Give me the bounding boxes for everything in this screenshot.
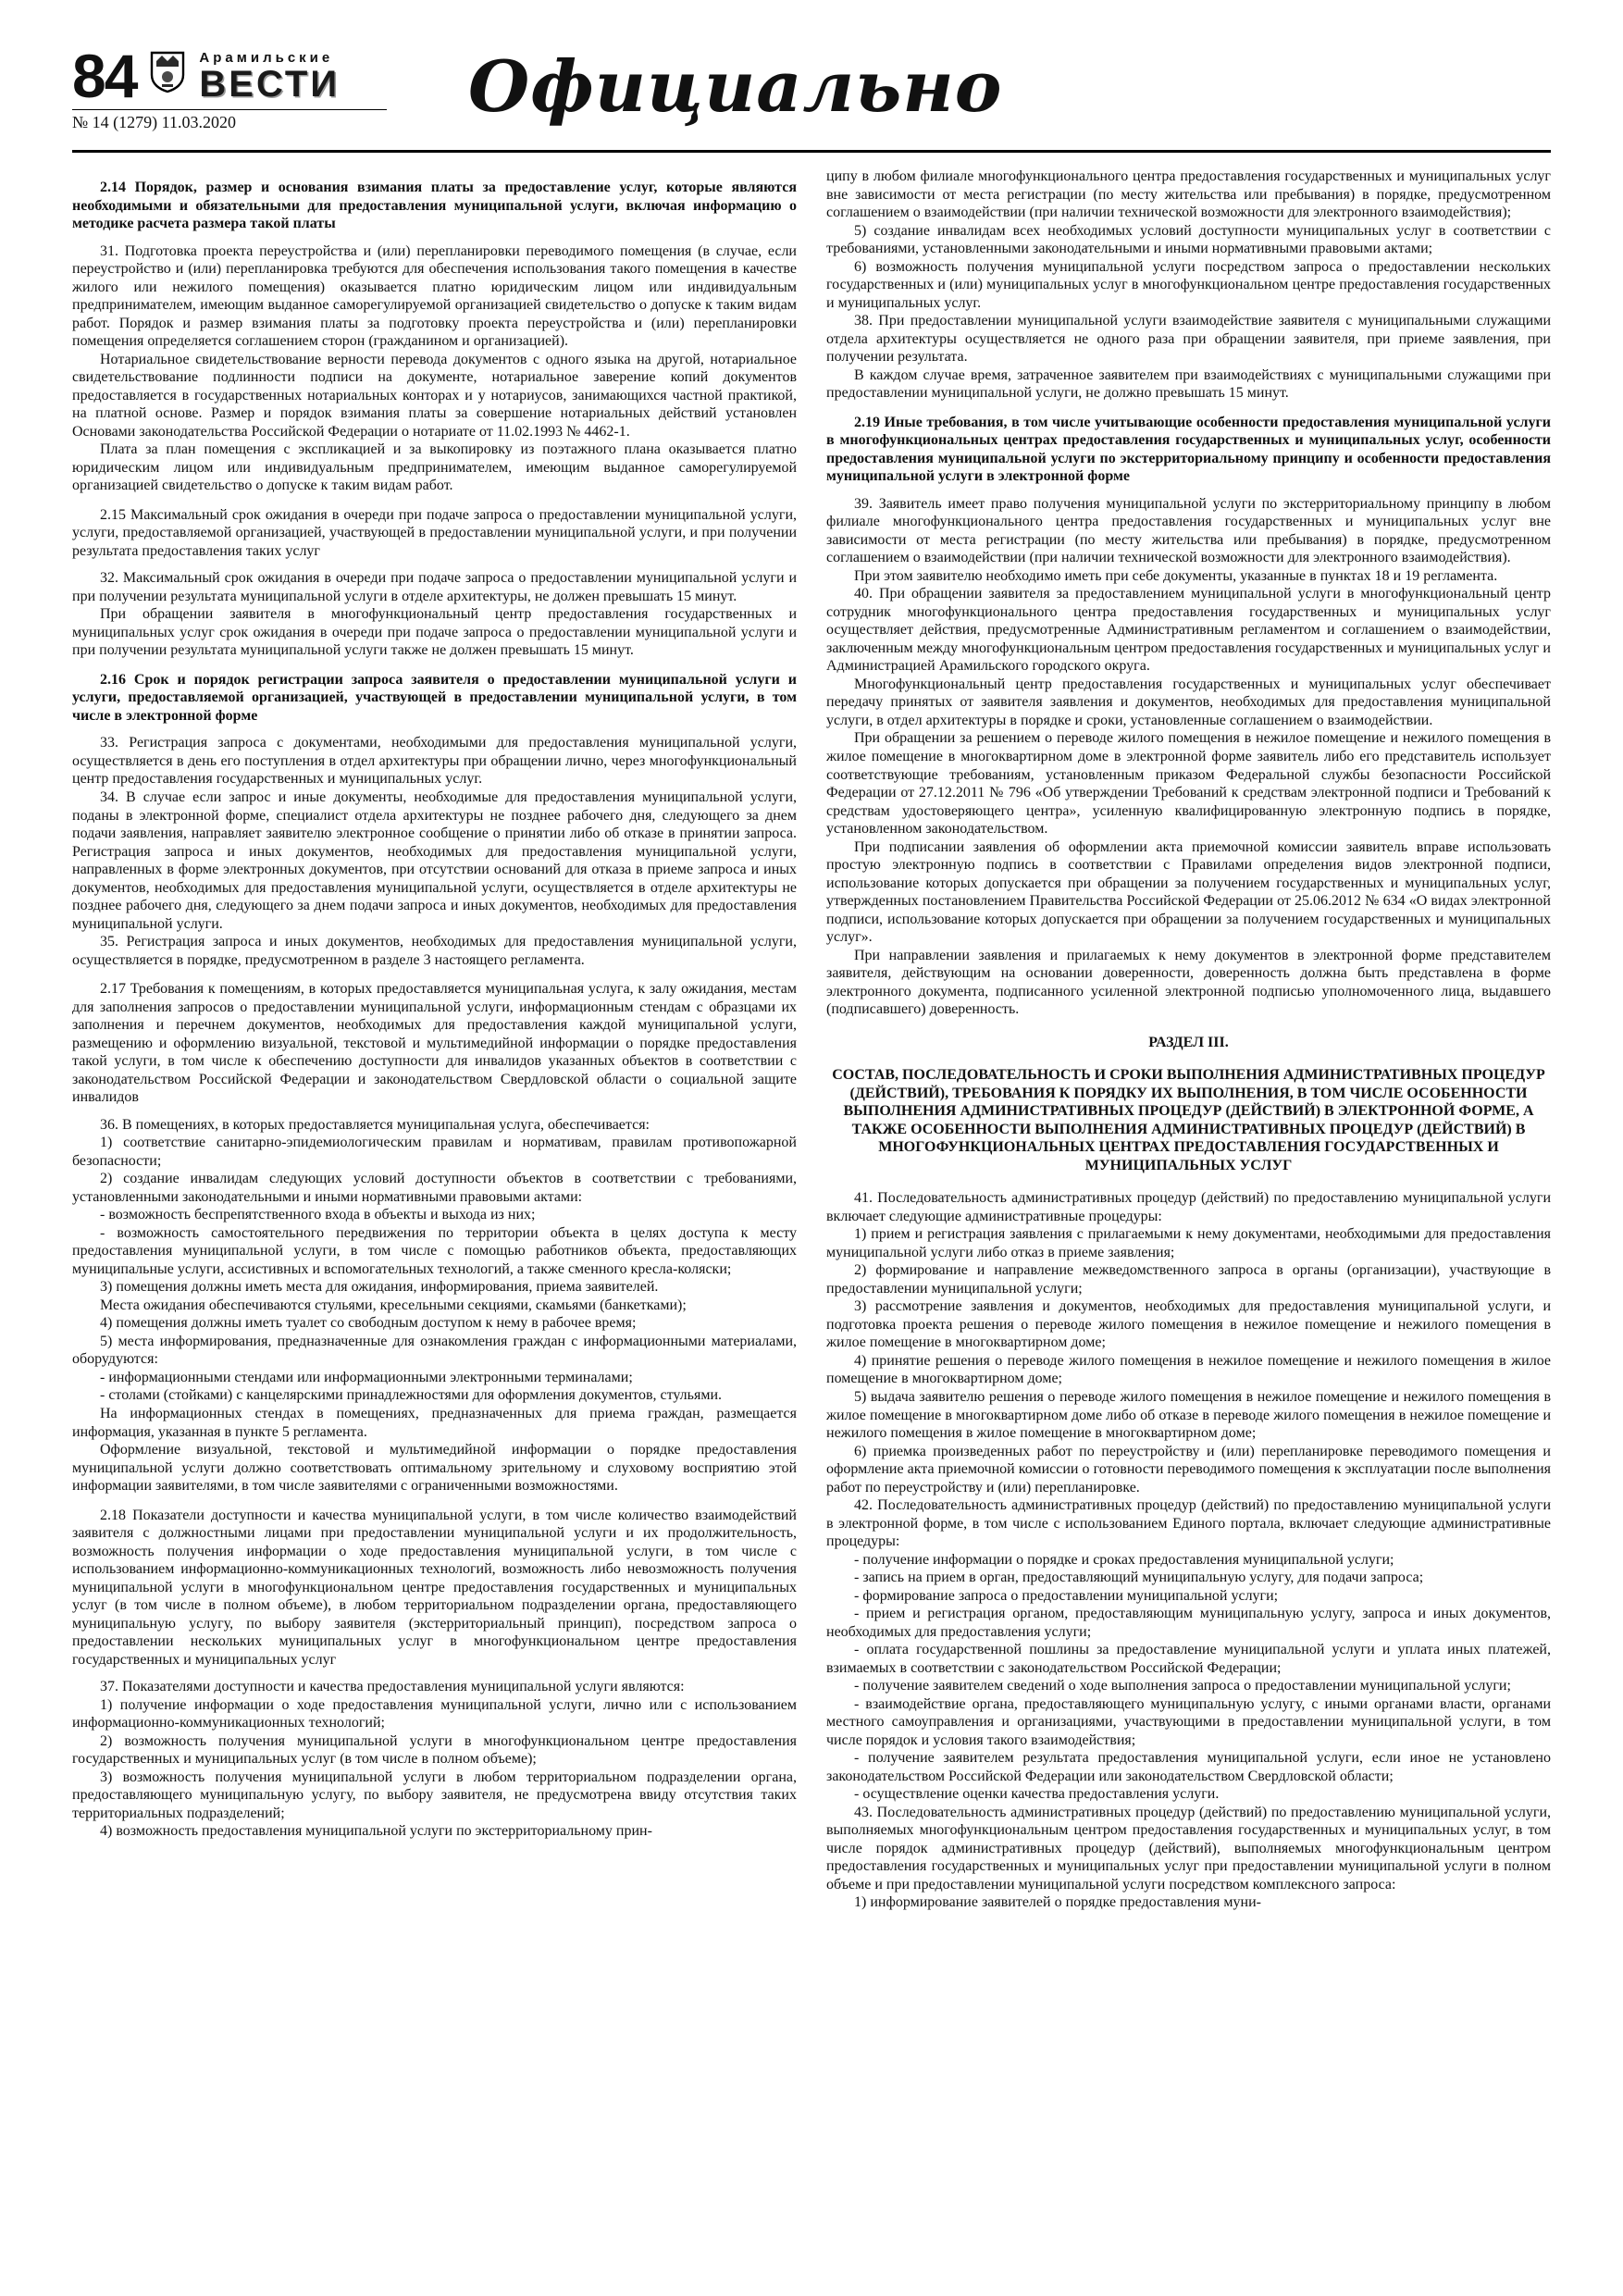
paragraph: 42. Последовательность административных процедур (действий) по предоставлению муниципальной услуги в электронной форме, в том числе с использованием Единого портала, включает следующие административные процедуры: xyxy=(826,1497,1551,1550)
section-heading: 2.18 Показатели доступности и качества муниципальной услуги, в том числе количество взаимодействий заявителя с должностными лицами при предоставлении муниципальной услуги и их продолжительность, возможность получения информации о ходе предоставления муниципальной услуги, в том числе с использованием информационно-коммуникационных технологий, возможность либо невозможность получения муниципальной услуги в многофункциональном центре предоставления государственных и муниципальных услуг (в том числе в полном объеме), в любом территориальном подразделении органа, предоставляющего муниципальную услугу, по выбору заявителя (экстерриториальный принцип), посредством запроса о предоставлении нескольких муниципальных услуг в многофункциональном центре предоставления государственных и муниципальных услуг xyxy=(72,1507,797,1668)
paragraph: - получение заявителем результата предоставления муниципальной услуги, если иное не установлено законодательством Российской Федерации или законодательством Свердловской области; xyxy=(826,1750,1551,1784)
article-body xyxy=(72,168,1551,1912)
paragraph: 4) принятие решения о переводе жилого помещения в нежилое помещение и нежилого помещения в жилое помещение в многоквартирном доме; xyxy=(826,1352,1551,1387)
newspaper-logo xyxy=(199,50,340,103)
masthead-left xyxy=(72,42,405,132)
paragraph: 3) возможность получения муниципальной услуги в любом территориальном подразделении органа, предоставляющего муниципальную услугу, по выбору заявителя, не предусмотрена ввиду отсутствия таких территориальных подразделений; xyxy=(72,1769,797,1821)
paragraph: 33. Регистрация запроса с документами, необходимыми для предоставления муниципальной услуги, осуществляется в день его поступления в отдел архитектуры при обращении лично, через многофункциональный центр предоставления государственных и муниципальных услуг. xyxy=(72,735,797,788)
page-number: 84 xyxy=(72,42,137,110)
paragraph: 6) приемка произведенных работ по переустройству и (или) перепланировке переводимого помещения и оформление акта приемочной комиссии о готовности переводимого помещения к эксплуатации после выполнения работ по переустройству и (или) перепланировке. xyxy=(826,1443,1551,1496)
paragraph: 5) места информирования, предназначенные для ознакомления граждан с информационными материалами, оборудуются: xyxy=(72,1333,797,1368)
paragraph: 4) возможность предоставления муниципальной услуги по экстерриториальному прин- xyxy=(100,1823,652,1840)
paragraph: 1) информирование заявителей о порядке предоставления муни- xyxy=(854,1894,1261,1911)
paragraph: 6) возможность получения муниципальной услуги посредством запроса о предоставлении нескольких государственных и (или) муниципальных услуг в многофункциональном центре предоставления государственных и муниципальных услуг. xyxy=(826,258,1551,311)
paragraph: 1) получение информации о ходе предоставления муниципальной услуги, лично или с использованием информационно-коммуникационных технологий; xyxy=(72,1696,797,1731)
paragraph: - возможность самостоятельного передвижения по территории объекта в целях доступа к месту предоставления муниципальной услуги, в том числе с помощью работников объекта, предоставляющих муниципальные услуги, ассистивных и вспомогательных технологий, а также сменного кресла-коляски; xyxy=(72,1224,797,1277)
header-divider xyxy=(72,150,1551,153)
paragraph: Нотариальное свидетельствование верности перевода документов с одного языка на другой, нотариальное свидетельствование подлинности подписи на документе, нотариальное заверение копий документов предоставляется в государственных нотариальных конторах и у нотариусов, занимающихся частной практикой, на платной основе. Размер и порядок взимания платы за совершение нотариальных действий установлен Основами законодательства Российской Федерации о нотариате от 11.02.1993 № 4462-1. xyxy=(72,351,797,440)
paragraph: 38. При предоставлении муниципальной услуги взаимодействие заявителя с муниципальными служащими отдела архитектуры осуществляется не одного раза при обращении заявителя, при приеме заявления, при получении результата. xyxy=(826,313,1551,366)
paragraph: - возможность беспрепятственного входа в объекты и выхода из них; xyxy=(100,1207,536,1223)
paragraph: Оформление визуальной, текстовой и мультимедийной информации о порядке предоставления муниципальной услуги должно соответствовать оптимальному зрительному и слуховому восприятию этой информации заявителями, в том числе заявителями с ограниченными возможностями. xyxy=(72,1442,797,1495)
paragraph: - информационными стендами или информационными электронными терминалами; xyxy=(100,1369,633,1385)
column-right xyxy=(826,168,1551,1912)
newspaper-name: ВЕСТИ xyxy=(199,64,341,105)
section-heading: 2.16 Срок и порядок регистрации запроса заявителя о предоставлении муниципальной услуги и услуги, предоставляемой организацией, участвующей в предоставлении муниципальной услуги, в том числе в электронной форме xyxy=(72,671,797,724)
section-heading: 2.19 Иные требования, в том числе учитывающие особенности предоставления муниципальной услуги в многофункциональных центрах предоставления государственных и муниципальных услуг, особенности предоставления муниципальной услуги по экстерриториальному принципу и особенности предоставления муниципальной услуги в электронной форме xyxy=(826,414,1551,485)
paragraph: При направлении заявления и прилагаемых к нему документов в электронной форме представителем заявителя, действующим на основании доверенности, доверенность должна быть представлена в форме электронного документа, подписанного усиленной электронной подписью уполномоченного лица, выдавшего (подписавшего) доверенность. xyxy=(826,947,1551,1018)
paragraph: 31. Подготовка проекта переустройства и (или) перепланировки переводимого помещения (в случае, если переустройство и (или) перепланировка требуются для обеспечения использования такого помещения в качестве жилого или нежилого помещения) оказывается платно юридическим лицом или индивидуальным предпринимателем, имеющим выданное саморегулируемой организацией свидетельство о допуске к таким видам работ. Порядок и размер взимания платы за подготовку проекта переустройства и (или) перепланировки помещения определяется соглашением сторон (гражданином и организацией). xyxy=(72,242,797,350)
paragraph: 37. Показателями доступности и качества предоставления муниципальной услуги являются: xyxy=(100,1679,685,1695)
newspaper-subtitle: Арамильские xyxy=(199,50,334,66)
paragraph: - взаимодействие органа, предоставляющего муниципальную услугу, с иными органами власти, органами местного самоуправления и организациями, участвующими в предоставлении муниципальной услуги, в том числе порядок и условия такого взаимодействия; xyxy=(826,1695,1551,1748)
paragraph: 34. В случае если запрос и иные документы, необходимые для предоставления муниципальной услуги, поданы в электронной форме, специалист отдела архитектуры не позднее рабочего дня, следующего за днем подачи заявления, направляет заявителю электронное сообщение о принятии либо об отказе в принятии запроса. Регистрация запроса и иных документов, необходимых для предоставления муниципальной услуги, направленных в форме электронных документов, при отсутствии оснований для отказа в приеме запроса и иных документов, необходимых для предоставления муниципальной услуги, осуществляется в отделе архитектуры не позднее рабочего дня, следующего за днем подачи запроса и иных документов, необходимых для предоставления муниципальной услуги. xyxy=(72,788,797,932)
paragraph: 3) помещения должны иметь места для ожидания, информирования, приема заявителей. xyxy=(100,1279,659,1296)
masthead xyxy=(72,42,1551,144)
section-title: Официально xyxy=(468,45,1003,128)
paragraph: - формирование запроса о предоставлении муниципальной услуги; xyxy=(854,1587,1279,1604)
coat-of-arms-icon xyxy=(149,50,186,99)
paragraph: В каждом случае время, затраченное заявителем при взаимодействиях с муниципальными служащими при предоставлении муниципальной услуги, не должно превышать 15 минут. xyxy=(826,366,1551,402)
paragraph: - получение информации о порядке и сроках предоставления муниципальной услуги; xyxy=(854,1551,1394,1568)
paragraph: - столами (стойками) с канцелярскими принадлежностями для оформления документов, стульями. xyxy=(100,1387,722,1404)
paragraph: - получение заявителем сведений о ходе выполнения запроса о предоставлении муниципальной услуги; xyxy=(854,1678,1511,1694)
section-heading: 2.14 Порядок, размер и основания взимания платы за предоставление услуг, которые являются необходимыми и обязательными для предоставления муниципальной услуги, включая информацию о методике расчета размера такой платы xyxy=(72,180,797,232)
paragraph: 5) создание инвалидам всех необходимых условий доступности муниципальных услуг в соответствии с требованиями, установленными законодательными и иными нормативными правовыми актами; xyxy=(826,222,1551,257)
section-heading: 2.17 Требования к помещениям, в которых предоставляется муниципальная услуга, к залу ожидания, местам для заполнения запросов о предоставлении муниципальной услуги, информационным стендам с образцами их заполнения и перечнем документов, необходимых для предоставления каждой муниципальной услуги, размещению и оформлению визуальной, текстовой и мультимедийной информации о порядке предоставления такой услуги, в том числе к обеспечению доступности для инвалидов указанных объектов в соответствии с законодательством Российской Федерации и законодательством Свердловской области о социальной защите инвалидов xyxy=(72,981,797,1106)
paragraph: - запись на прием в орган, предоставляющий муниципальную услугу, для подачи запроса; xyxy=(854,1570,1424,1586)
paragraph: 1) прием и регистрация заявления с прилагаемыми к нему документами, необходимыми для предоставления муниципальной услуги либо отказ в приеме заявления; xyxy=(826,1226,1551,1260)
paragraph: - прием и регистрация органом, предоставляющим муниципальную услугу, запроса и иных документов, необходимых для предоставления услуги; xyxy=(826,1606,1551,1640)
section-heading: 2.15 Максимальный срок ожидания в очереди при подаче запроса о предоставлении муниципальной услуги, услуги, предоставляемой организацией, участвующей в предоставлении муниципальной услуги, и при получении результата предоставления таких услуг xyxy=(72,506,797,559)
paragraph: - оплата государственной пошлины за предоставление муниципальной услуги и уплата иных платежей, взимаемых в соответствии с законодательством Российской Федерации; xyxy=(826,1642,1551,1676)
paragraph: 39. Заявитель имеет право получения муниципальной услуги по экстерриториальному принципу в любом филиале многофункционального центра предоставления государственных и муниципальных услуг вне зависимости от места регистрации (по месту жительства или пребывания) в порядке, предусмотренном соглашением о взаимодействии (при наличии технической возможности для электронного взаимодействия). xyxy=(826,495,1551,566)
paragraph: 35. Регистрация запроса и иных документов, необходимых для предоставления муниципальной услуги, осуществляется в порядке, предусмотренном в разделе 3 настоящего регламента. xyxy=(72,934,797,968)
paragraph: Многофункциональный центр предоставления государственных и муниципальных услуг обеспечивает передачу принятых от заявителя заявления и документов, необходимых для предоставления муниципальной услуги, в отдел архитектуры в порядке и сроки, установленные соглашением о взаимодействии. xyxy=(826,676,1551,728)
paragraph: 3) рассмотрение заявления и документов, необходимых для предоставления муниципальной услуги, и подготовка проекта решения о переводе жилого помещения в нежилое помещение и нежилого помещения в жилое помещение в многоквартирном доме; xyxy=(826,1298,1551,1351)
paragraph: 40. При обращении заявителя за предоставлением муниципальной услуги в многофункциональный центр сотрудник многофункционального центра предоставления государственных и муниципальных услуг осуществляет действия, предусмотренные Административным регламентом и соглашением о взаимодействии, заключенным между многофункциональным центром предоставления государственных и муниципальных услуг и Администрацией Арамильского городского округа. xyxy=(826,586,1551,675)
paragraph: При подписании заявления об оформлении акта приемочной комиссии заявитель вправе использовать простую электронную подпись в соответствии с Правилами определения видов электронной подписи, использование которых допускается при обращении за получением государственных и муниципальных услуг, утвержденных постановлением Правительства Российской Федерации от 25.06.2012 № 634 «О видах электронной подписи, использование которых допускается при обращении за получением государственных и муниципальных услуг». xyxy=(826,838,1551,946)
paragraph: Места ожидания обеспечиваются стульями, кресельными секциями, скамьями (банкетками); xyxy=(100,1297,687,1313)
paragraph: ципу в любом филиале многофункционального центра предоставления государственных и муниципальных услуг вне зависимости от места регистрации (по месту жительства или пребывания) в порядке, предусмотренном соглашением о взаимодействии (при наличии технической возможности для электронного взаимодействия); xyxy=(826,168,1551,221)
paragraph: 32. Максимальный срок ожидания в очереди при подаче запроса о предоставлении муниципальной услуги и при получении результата муниципальной услуги в отделе архитектуры, не должен превышать 15 минут. xyxy=(72,570,797,604)
paragraph: 1) соответствие санитарно-эпидемиологическим правилам и нормативам, правилам противопожарной безопасности; xyxy=(72,1135,797,1169)
paragraph: 2) создание инвалидам следующих условий доступности объектов в соответствии с требованиями, установленными законодательными и иными нормативными правовыми актами: xyxy=(72,1171,797,1205)
paragraph: 2) формирование и направление межведомственного запроса в органы (организации), участвующие в предоставлении муниципальной услуги; xyxy=(826,1262,1551,1297)
section-heading: РАЗДЕЛ III. xyxy=(1148,1034,1229,1050)
paragraph: При обращении заявителя в многофункциональный центр предоставления государственных и муниципальных услуг срок ожидания в очереди при подаче запроса о предоставлении муниципальной услуги и при получении результата муниципальной услуги также не должен превышать 15 минут. xyxy=(72,606,797,659)
paragraph: Плата за план помещения с экспликацией и за выкопировку из поэтажного плана оказывается платно юридическим лицом или индивидуальным предпринимателем, имеющим выданное саморегулируемой организацией свидетельство о допуске к таким видам работ. xyxy=(72,441,797,494)
section-heading: СОСТАВ, ПОСЛЕДОВАТЕЛЬНОСТЬ И СРОКИ ВЫПОЛНЕНИЯ АДМИНИСТРАТИВНЫХ ПРОЦЕДУР (ДЕЙСТВИЙ), ТРЕБОВАНИЯ К ПОРЯДКУ ИХ ВЫПОЛНЕНИЯ, В ТОМ ЧИСЛЕ ОСОБЕННОСТИ ВЫПОЛНЕНИЯ АДМИНИСТРАТИВНЫХ ПРОЦЕДУР (ДЕЙСТВИЙ) В ЭЛЕКТРОННОЙ ФОРМЕ, А ТАКЖЕ ОСОБЕННОСТИ ВЫПОЛНЕНИЯ АДМИНИСТРАТИВНЫХ ПРОЦЕДУР (ДЕЙСТВИЙ) В МНОГОФУНКЦИОНАЛЬНЫХ ЦЕНТРАХ ПРЕДОСТАВЛЕНИЯ ГОСУДАРСТВЕННЫХ И МУНИЦИПАЛЬНЫХ УСЛУГ xyxy=(832,1067,1545,1173)
paragraph: 2) возможность получения муниципальной услуги в многофункциональном центре предоставления государственных и муниципальных услуг (в том числе в полном объеме); xyxy=(72,1732,797,1768)
paragraph: 41. Последовательность административных процедур (действий) по предоставлению муниципальной услуги включает следующие административные процедуры: xyxy=(826,1190,1551,1224)
paragraph: При обращении за решением о переводе жилого помещения в нежилое помещение и нежилого помещения в жилое помещение в многоквартирном доме в электронной форме заявитель либо его представитель использует соответствующие требованиям, установленным приказом Федеральной службы безопасности Российской Федерации от 27.12.2011 № 796 «Об утверждении Требований к средствам электронной подписи и Требований к средствам удостоверяющего центра», усиленную квалифицированную электронную подпись в порядке, установленном законодательством. xyxy=(826,730,1551,838)
column-left xyxy=(72,168,797,1912)
paragraph: На информационных стендах в помещениях, предназначенных для приема граждан, размещается информация, указанная в пункте 5 регламента. xyxy=(72,1406,797,1440)
paragraph: 4) помещения должны иметь туалет со свободным доступом к нему в рабочее время; xyxy=(100,1315,637,1332)
paragraph: - осуществление оценки качества предоставления услуги. xyxy=(854,1786,1220,1803)
paragraph: 36. В помещениях, в которых предоставляется муниципальная услуга, обеспечивается: xyxy=(100,1116,650,1133)
paragraph: При этом заявителю необходимо иметь при себе документы, указанные в пунктах 18 и 19 регламента. xyxy=(854,567,1498,584)
issue-number: № 14 (1279) 11.03.2020 xyxy=(72,109,387,132)
paragraph: 5) выдача заявителю решения о переводе жилого помещения в нежилое помещение и нежилого помещения в жилое помещение в многоквартирном доме либо об отказе в переводе жилого помещения в нежилое помещение и нежилого помещения в жилое помещение в многоквартирном доме; xyxy=(826,1389,1551,1442)
paragraph: 43. Последовательность административных процедур (действий) по предоставлению муниципальной услуги, выполняемых многофункциональным центром предоставления государственных и муниципальных услуг, в том числе порядок административных процедур (действий), выполняемых многофункциональным центром предоставления государственных и муниципальных услуг при предоставлении муниципальной услуги в полном объеме и при предоставлении муниципальной услуги посредством комплексного запроса: xyxy=(826,1804,1551,1893)
